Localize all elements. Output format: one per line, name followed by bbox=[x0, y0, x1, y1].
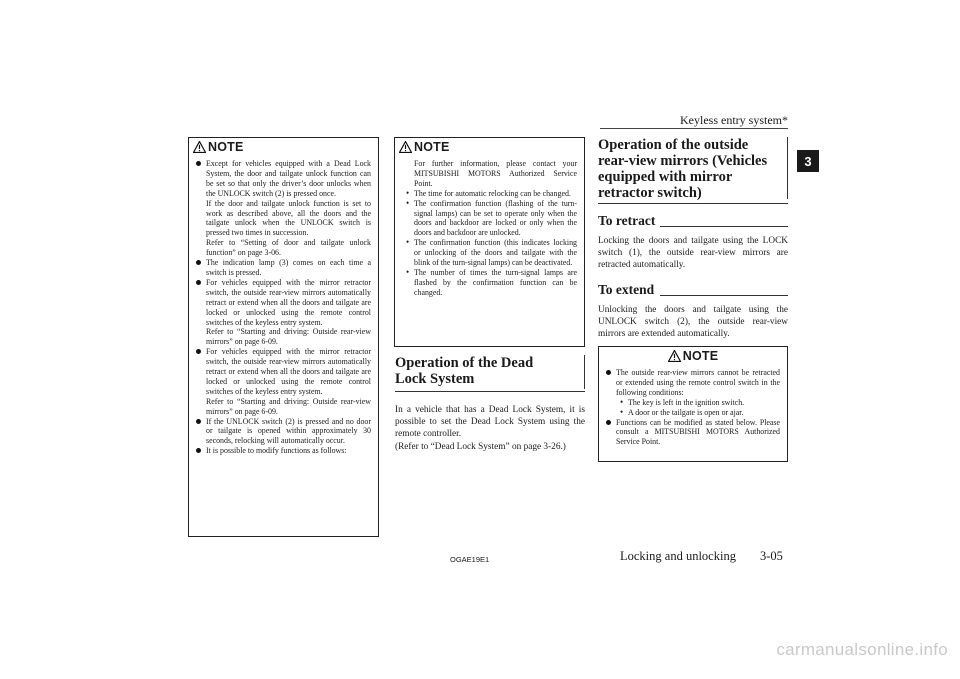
list-item-text bbox=[616, 368, 780, 418]
paragraph: It is possible to modify functions as follows: bbox=[206, 446, 347, 456]
paragraph: For vehicles equipped with the mirror retractor switch, the outside rear-view mirrors automatically retract or extend when all the doors and tailgate are locked or unlocked using the remote control switches of the keyless entry system. bbox=[206, 347, 371, 396]
list-item-text bbox=[206, 417, 371, 447]
list-item-text bbox=[206, 159, 371, 258]
note-left-body bbox=[189, 156, 378, 460]
sub-list-item-text: The confirmation function (this indicates locking or unlocking of the doors and tailgate with the blink of the turn-signal lamps) can be deactivated. bbox=[414, 238, 577, 268]
warning-icon bbox=[193, 141, 206, 153]
bullet-icon bbox=[196, 159, 206, 258]
paragraph: (Refer to “Dead Lock System” on page 3-26.) bbox=[395, 441, 566, 452]
sub-list-item-text: The key is left in the ignition switch. bbox=[628, 397, 745, 407]
sub-list-item-text: The number of times the turn-signal lamps are flashed by the confirmation function can be changed. bbox=[414, 267, 577, 297]
note-label: NOTE bbox=[208, 140, 244, 154]
dead-lock-heading: Operation of the Dead Lock System bbox=[395, 355, 534, 387]
running-header: Keyless entry system* bbox=[680, 113, 788, 127]
heading-underline bbox=[598, 203, 788, 204]
note-badge bbox=[399, 140, 450, 154]
bullet-icon bbox=[196, 278, 206, 347]
note-intro: For further information, please contact your MITSUBISHI MOTORS Authorized Service Point. bbox=[414, 159, 577, 188]
heading-underline bbox=[395, 391, 585, 392]
subheading-rule bbox=[660, 226, 788, 227]
sub-list-item bbox=[406, 238, 577, 268]
sub-list-item bbox=[620, 398, 780, 408]
list-item bbox=[196, 417, 371, 447]
sub-bullet-icon: • bbox=[406, 187, 410, 198]
note-middle-body bbox=[395, 156, 584, 302]
sub-bullet-icon: • bbox=[406, 266, 410, 277]
mirrors-heading: Operation of the outside rear-view mirrors (Vehicles equipped with mirror retractor switch) bbox=[598, 137, 768, 201]
list-item bbox=[606, 368, 780, 418]
paragraph: The indication lamp (3) comes on each time a switch is pressed. bbox=[206, 258, 371, 277]
paragraph: Refer to “Starting and driving: Outside rear-view mirrors” on page 6-09. bbox=[206, 396, 371, 416]
warning-icon bbox=[668, 350, 681, 362]
paragraph: For vehicles equipped with the mirror retractor switch, the outside rear-view mirrors automatically retract or extend when all the doors and tailgate are locked or unlocked using the remote control switches of the keyless entry system. bbox=[206, 277, 371, 327]
note-label: NOTE bbox=[682, 349, 719, 363]
subheading-rule bbox=[660, 295, 788, 296]
sub-list-item-text: The time for automatic relocking can be changed. bbox=[414, 188, 571, 198]
watermark: carmanualsonline.info bbox=[776, 640, 948, 659]
bullet-icon bbox=[196, 446, 206, 456]
dead-lock-body bbox=[395, 404, 585, 453]
note-header bbox=[599, 347, 787, 365]
list-item bbox=[606, 418, 780, 448]
extend-heading: To extend bbox=[598, 281, 655, 297]
list-item bbox=[196, 347, 371, 416]
note-right-body bbox=[599, 365, 787, 451]
chapter-tab: 3 bbox=[797, 150, 819, 172]
mirrors-section bbox=[598, 137, 788, 340]
list-item bbox=[196, 446, 371, 456]
sub-list-item-text: The confirmation function (flashing of the turn-signal lamps) can be set to operate only when the doors and backdoor are locked or only when the doors and backdoor are unlocked. bbox=[414, 198, 577, 238]
list-item bbox=[196, 159, 371, 258]
sub-list-item bbox=[406, 268, 577, 298]
bullet-icon bbox=[196, 417, 206, 447]
note-box-middle bbox=[394, 137, 585, 347]
list-item bbox=[196, 278, 371, 347]
bullet-icon bbox=[606, 368, 616, 418]
note-box-right bbox=[598, 346, 788, 462]
paragraph: Functions can be modified as stated below. Please consult a MITSUBISHI MOTORS Authorized Service Point. bbox=[616, 417, 780, 447]
note-header bbox=[395, 138, 584, 156]
paragraph: If the door and tailgate unlock function is set to work as described above, all the doors and the tailgate unlock when the UNLOCK switch is pressed two times in succession. bbox=[206, 198, 371, 238]
list-item-text bbox=[616, 418, 780, 448]
sub-bullet-icon: • bbox=[620, 396, 624, 407]
paragraph: The outside rear-view mirrors cannot be retracted or extended using the remote control switch in the following conditions: bbox=[616, 368, 780, 397]
note-badge bbox=[668, 349, 719, 363]
sub-list-item bbox=[620, 408, 780, 418]
sub-bullet-icon: • bbox=[406, 197, 410, 208]
warning-icon bbox=[399, 141, 412, 153]
paragraph: If the UNLOCK switch (2) is pressed and no door or tailgate is opened within approximately 30 seconds, relocking will automatically occur. bbox=[206, 416, 371, 446]
sub-list-item-text: A door or the tailgate is open or ajar. bbox=[628, 407, 744, 417]
heading-rule bbox=[584, 355, 585, 389]
note-box-left bbox=[188, 137, 379, 537]
note-badge bbox=[193, 140, 244, 154]
paragraph: Refer to “Setting of door and tailgate unlock function” on page 3-06. bbox=[206, 238, 371, 258]
page-number: 3-05 bbox=[760, 549, 783, 563]
note-header bbox=[189, 138, 378, 156]
note-label: NOTE bbox=[414, 140, 450, 154]
heading-rule bbox=[787, 137, 788, 199]
bullet-icon bbox=[196, 347, 206, 416]
retract-heading: To retract bbox=[598, 213, 656, 228]
bullet-icon bbox=[196, 258, 206, 278]
header-rule bbox=[600, 128, 788, 129]
bullet-icon bbox=[606, 418, 616, 448]
note-middle-list bbox=[402, 189, 577, 298]
extend-text: Unlocking the doors and tailgate using the UNLOCK switch (2), the outside rear-view mirrors are extended automatically. bbox=[598, 304, 788, 340]
sub-bullet-icon: • bbox=[620, 406, 624, 417]
list-item-text bbox=[206, 446, 347, 456]
paragraph: Except for vehicles equipped with a Dead Lock System, the door and tailgate unlock function can be set so that only the driver’s door unlocks when the UNLOCK switch (2) is pressed once. bbox=[206, 159, 371, 198]
paragraph: Refer to “Starting and driving: Outside rear-view mirrors” on page 6-09. bbox=[206, 327, 371, 347]
sub-list-item bbox=[406, 189, 577, 199]
list-item-text bbox=[206, 258, 371, 278]
footer-code: OGAE19E1 bbox=[450, 555, 490, 564]
dead-lock-section bbox=[395, 355, 585, 453]
footer-section-title: Locking and unlocking bbox=[620, 549, 736, 563]
paragraph: In a vehicle that has a Dead Lock System, it is possible to set the Dead Lock System using the remote controller. bbox=[395, 405, 585, 440]
list-item bbox=[196, 258, 371, 278]
retract-text: Locking the doors and tailgate using the LOCK switch (1), the outside rear-view mirrors are retracted automatically. bbox=[598, 236, 788, 271]
list-item-text bbox=[206, 278, 371, 347]
sub-bullet-icon: • bbox=[406, 237, 410, 248]
sub-list-item bbox=[406, 199, 577, 239]
list-item-text bbox=[206, 347, 371, 416]
